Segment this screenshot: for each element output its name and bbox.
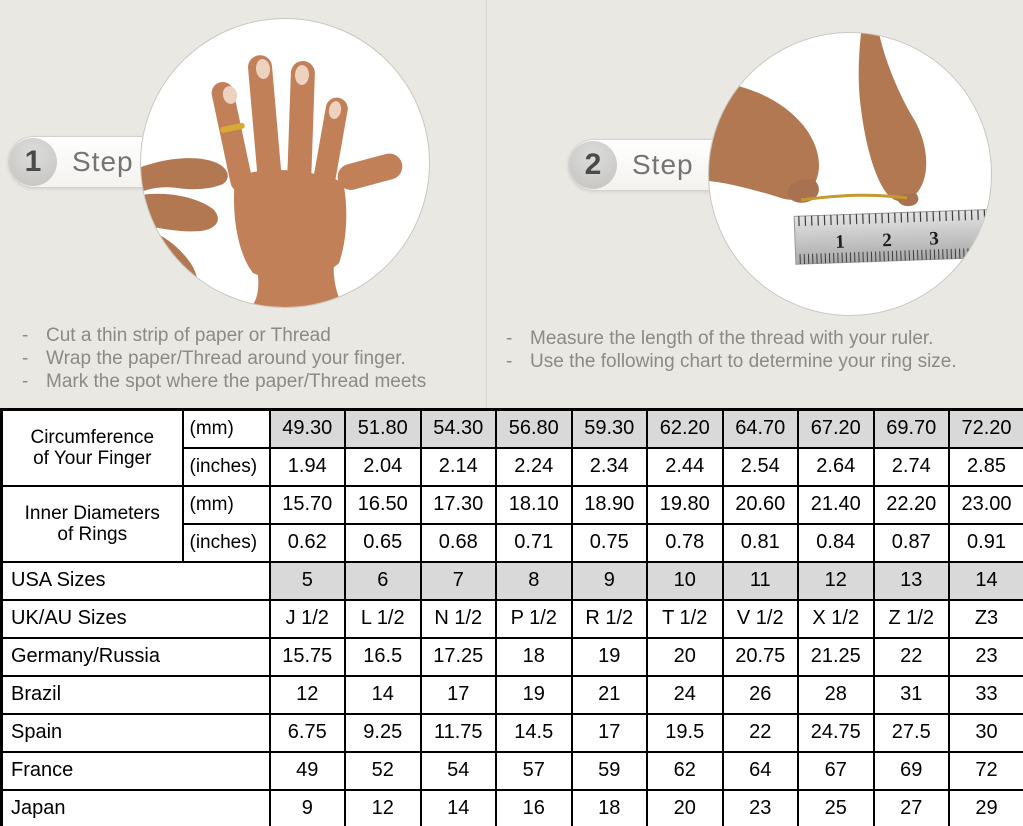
france-label: France [2, 752, 270, 790]
size-cell: 2.44 [647, 448, 723, 486]
size-cell: 1.94 [270, 448, 346, 486]
size-cell: 9.25 [345, 714, 421, 752]
size-cell: 59.30 [572, 410, 648, 448]
size-cell: 20 [647, 790, 723, 826]
bullet-dash: - [22, 348, 29, 369]
table-row [2, 638, 1023, 676]
size-cell: L 1/2 [345, 600, 421, 638]
ruler [794, 209, 991, 264]
other-hand-finger [141, 158, 228, 192]
size-cell: 21 [572, 676, 648, 714]
table-body [2, 410, 1023, 826]
size-cell: 0.68 [421, 524, 497, 562]
size-cell: 18 [572, 790, 648, 826]
size-cell: 0.65 [345, 524, 421, 562]
bullet-dash: - [506, 351, 513, 372]
size-cell: 62.20 [647, 410, 723, 448]
size-cell: 20.60 [723, 486, 799, 524]
step-1-instructions [22, 324, 487, 393]
size-cell: 7 [421, 562, 497, 600]
thumb [335, 151, 405, 193]
size-cell: 54 [421, 752, 497, 790]
size-cell: 27 [874, 790, 950, 826]
size-cell: 0.62 [270, 524, 346, 562]
size-cell: 69.70 [874, 410, 950, 448]
instruction-text: Mark the spot where the paper/Thread meets [46, 371, 427, 392]
size-cell: 8 [496, 562, 572, 600]
size-cell: 6 [345, 562, 421, 600]
size-cell: 72 [949, 752, 1023, 790]
size-cell: 52 [345, 752, 421, 790]
size-cell: N 1/2 [421, 600, 497, 638]
size-cell: 12 [270, 676, 346, 714]
table-row [2, 676, 1023, 714]
size-cell: 5 [270, 562, 346, 600]
size-cell: 57 [496, 752, 572, 790]
size-cell: 11 [723, 562, 799, 600]
size-cell: 19.80 [647, 486, 723, 524]
size-cell: 24 [647, 676, 723, 714]
size-cell: 64 [723, 752, 799, 790]
size-cell: 22 [874, 638, 950, 676]
instruction-line [22, 347, 487, 370]
size-cell: 59 [572, 752, 648, 790]
ring-size-table [0, 408, 1023, 826]
size-cell: 0.71 [496, 524, 572, 562]
right-hand-fingers [897, 193, 919, 206]
instruction-text: Wrap the paper/Thread around your finger. [46, 348, 406, 369]
size-cell: 22.20 [874, 486, 950, 524]
size-cell: 14 [421, 790, 497, 826]
instruction-line [22, 370, 487, 393]
step-1-number-badge [9, 138, 57, 186]
spain-label: Spain [2, 714, 270, 752]
uk-au-sizes-label: UK/AU Sizes [2, 600, 270, 638]
size-cell: 0.87 [874, 524, 950, 562]
size-cell: 67 [798, 752, 874, 790]
size-cell: R 1/2 [572, 600, 648, 638]
step-2-instructions [506, 327, 1021, 373]
size-cell: 9 [270, 790, 346, 826]
size-cell: 2.04 [345, 448, 421, 486]
ruler-number-1: 1 [835, 231, 846, 253]
size-cell: 23 [723, 790, 799, 826]
size-cell: 18 [496, 638, 572, 676]
size-cell: 21.25 [798, 638, 874, 676]
size-cell: 49.30 [270, 410, 346, 448]
bullet-dash: - [22, 371, 29, 392]
size-cell: 18.10 [496, 486, 572, 524]
table-row [2, 752, 1023, 790]
size-cell: 54.30 [421, 410, 497, 448]
measuring-thread-illustration [709, 33, 991, 315]
step-1-label: Step [72, 146, 134, 177]
size-cell: 19.5 [647, 714, 723, 752]
size-cell: 0.81 [723, 524, 799, 562]
table-row [2, 600, 1023, 638]
size-cell: Z 1/2 [874, 600, 950, 638]
instruction-text: Measure the length of the thread with your ruler. [530, 328, 934, 349]
size-cell: 14 [345, 676, 421, 714]
bullet-dash: - [22, 325, 29, 346]
size-cell: 56.80 [496, 410, 572, 448]
size-cell: 2.64 [798, 448, 874, 486]
step-2-label: Step [632, 149, 694, 180]
size-cell: 6.75 [270, 714, 346, 752]
instruction-line [506, 327, 1021, 350]
size-cell: 49 [270, 752, 346, 790]
size-cell: 2.34 [572, 448, 648, 486]
size-cell: 23.00 [949, 486, 1023, 524]
size-cell: 17.30 [421, 486, 497, 524]
size-cell: 17.25 [421, 638, 497, 676]
size-cell: 72.20 [949, 410, 1023, 448]
size-cell: 2.74 [874, 448, 950, 486]
size-cell: 2.14 [421, 448, 497, 486]
bullet-dash: - [506, 328, 513, 349]
size-cell: 0.78 [647, 524, 723, 562]
size-cell: 21.40 [798, 486, 874, 524]
row-label-line: Inner Diameters [24, 502, 160, 524]
table-row [2, 790, 1023, 826]
step-2-number: 2 [584, 148, 602, 181]
unit-label: (mm) [183, 410, 270, 448]
size-cell: 27.5 [874, 714, 950, 752]
size-cell: 31 [874, 676, 950, 714]
size-cell: 12 [798, 562, 874, 600]
size-cell: 67.20 [798, 410, 874, 448]
size-cell: 0.91 [949, 524, 1023, 562]
circumference-of-your-finger-label [2, 410, 183, 486]
size-cell: 19 [496, 676, 572, 714]
row-label-line: of Your Finger [33, 447, 152, 469]
table-row [2, 410, 1023, 448]
size-cell: 28 [798, 676, 874, 714]
ruler-number-2: 2 [881, 229, 893, 252]
size-cell: 26 [723, 676, 799, 714]
unit-label: (inches) [183, 448, 270, 486]
size-cell: 13 [874, 562, 950, 600]
size-cell: J 1/2 [270, 600, 346, 638]
gold-thread [801, 195, 907, 200]
size-cell: 0.75 [572, 524, 648, 562]
size-cell: 12 [345, 790, 421, 826]
table-row [2, 714, 1023, 752]
size-cell: 2.85 [949, 448, 1023, 486]
other-hand-arm [141, 227, 198, 307]
size-cell: X 1/2 [798, 600, 874, 638]
size-cell: P 1/2 [496, 600, 572, 638]
row-label-line: Circumference [30, 426, 155, 448]
size-cell: 19 [572, 638, 648, 676]
japan-label: Japan [2, 790, 270, 826]
size-cell: 15.70 [270, 486, 346, 524]
size-cell: 9 [572, 562, 648, 600]
size-cell: 62 [647, 752, 723, 790]
size-cell: T 1/2 [647, 600, 723, 638]
size-cell: 2.54 [723, 448, 799, 486]
size-cell: 30 [949, 714, 1023, 752]
size-cell: 16 [496, 790, 572, 826]
instruction-line [506, 350, 1021, 373]
size-cell: 20.75 [723, 638, 799, 676]
size-cell: 18.90 [572, 486, 648, 524]
instruction-line [22, 324, 487, 347]
size-cell: 25 [798, 790, 874, 826]
size-cell: 14.5 [496, 714, 572, 752]
size-cell: 33 [949, 676, 1023, 714]
size-cell: 0.84 [798, 524, 874, 562]
row-label-line: of Rings [57, 523, 128, 545]
instruction-text: Use the following chart to determine your ring size. [530, 351, 957, 372]
size-cell: 22 [723, 714, 799, 752]
step-2-photo [708, 32, 992, 316]
unit-label: (inches) [183, 524, 270, 562]
size-cell: 16.5 [345, 638, 421, 676]
step-1-number: 1 [24, 145, 42, 178]
size-cell: 64.70 [723, 410, 799, 448]
other-hand-finger [141, 194, 218, 232]
instruction-text: Cut a thin strip of paper or Thread [46, 325, 331, 346]
size-cell: 15.75 [270, 638, 346, 676]
unit-label: (mm) [183, 486, 270, 524]
ruler-number-3: 3 [928, 228, 940, 250]
size-cell: 69 [874, 752, 950, 790]
size-cell: 11.75 [421, 714, 497, 752]
inner-diameters-of-rings-label [2, 486, 183, 562]
step-2-number-badge [569, 141, 617, 189]
size-cell: 29 [949, 790, 1023, 826]
hand-with-ring-illustration [141, 19, 429, 307]
size-cell: 14 [949, 562, 1023, 600]
size-cell: 17 [421, 676, 497, 714]
brazil-label: Brazil [2, 676, 270, 714]
size-cell: 10 [647, 562, 723, 600]
size-cell: 16.50 [345, 486, 421, 524]
size-cell: 2.24 [496, 448, 572, 486]
size-cell: 24.75 [798, 714, 874, 752]
size-cell: 23 [949, 638, 1023, 676]
table-row [2, 486, 1023, 524]
size-cell: 17 [572, 714, 648, 752]
step-1-photo [140, 18, 430, 308]
size-cell: 51.80 [345, 410, 421, 448]
germany-russia-label: Germany/Russia [2, 638, 270, 676]
size-cell: V 1/2 [723, 600, 799, 638]
size-cell: 20 [647, 638, 723, 676]
right-hand [859, 33, 927, 201]
size-cell: Z3 [949, 600, 1023, 638]
usa-sizes-label: USA Sizes [2, 562, 270, 600]
table-row [2, 562, 1023, 600]
